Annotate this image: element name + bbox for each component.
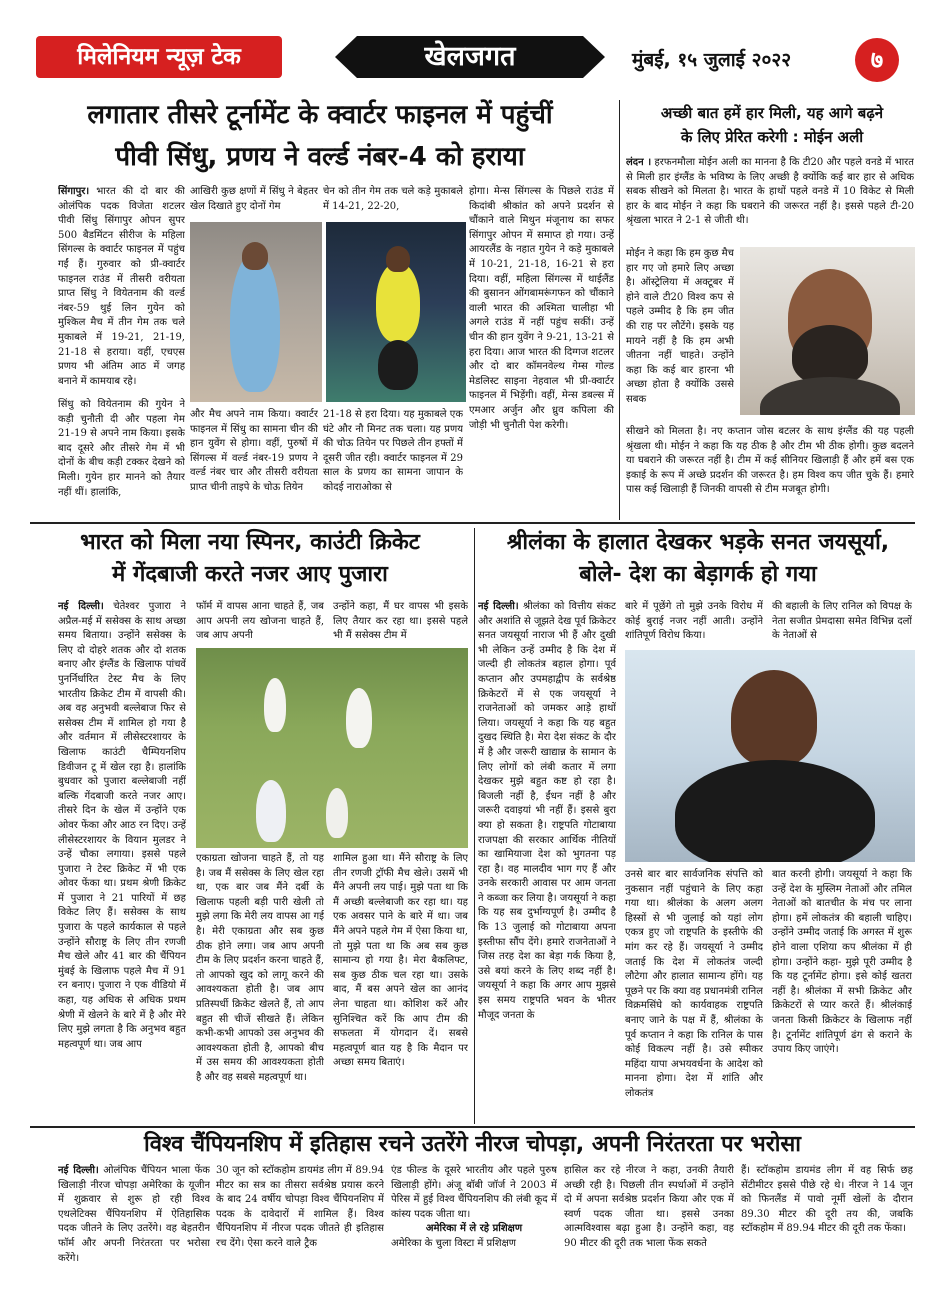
sindhu-col4: होगा। मेन्स सिंगल्स के पिछले राउंड में किदांबी श्रीकांत को अपने प्रदर्शन से चौंकाने वाले मिथुन मंजूनाथ का सफर सिंगापुर ओपन में समाप्त हो गया। उन्हें आयरलैंड के नहात गुयेन ने कड़े मुकाबले में 10-21, 21-18, 16-21 से हरा दिया। वहीं, महिला सिंगल्स में थाईलैंड की बुसानन ओंगबामरूंगफन को चौंकाने वाली भारत की अश्मिता चालीहा भी अगले राउंड में नहीं पहुंच सकीं। उन्हें चीन की हान युवेंग ने 9-21, 13-21 से हरा दिया। आज भारत की दिग्गज शटलर और दो बार कॉमनवेल्थ गेम्स गोल्ड मेडलिस्ट साइना नेहवाल भी प्री-क्वार्टर फाइनल में भिड़ेंगी। वहीं, मेन्स डबल्स में एमआर अर्जुन और ध्रुव कपिला की जोड़ी भी चुनौती पेश करेगी। xyxy=(469,186,614,431)
jayasuriya-photo xyxy=(625,650,915,862)
pujara-headline-line1: भारत को मिला नया स्पिनर, काउंटी क्रिकेट xyxy=(80,530,420,555)
moeen-headline-line2: के लिए प्रेरित करेगी : मोईन अली xyxy=(680,128,864,146)
section-banner xyxy=(357,36,583,78)
sindhu-photo xyxy=(190,222,322,402)
pujara-col3b: शामिल हुआ था। मैंने सौराष्ट्र के लिए तीन रणजी ट्रॉफी मैच खेले। उसमें भी मैंने अपनी लय पाई। मुझे पता था कि मैं अच्छी बल्लेबाजी कर रहा था। यह एक अवसर पाने के बारे में था। जब मैंने अपने पहले गेम में ऐसा किया था, तो मुझे पता था कि अब सब कुछ सामान्य हो गया है। मेरा बैकलिफ्ट, सब कुछ ठीक चल रहा था। उसके बाद, मैं बस अपने खेल का आनंद लेना चाहता था। कोशिश करें और सुनिश्चित करें कि आप टीम की सफलता में योगदान दें। सबसे महत्वपूर्ण बात यह है कि मैदान पर अच्छा समय बिताएं। xyxy=(333,853,468,1069)
pujara-col1 xyxy=(58,600,186,1120)
person-shirt xyxy=(675,760,875,862)
jayasuriya-headline-line2: बोले- देश का बेड़ागर्क हो गया xyxy=(579,562,817,587)
pujara-photo xyxy=(196,648,468,848)
jayasuriya-headline-line1: श्रीलंका के हालात देखकर भड़के सनत जयसूर्या, xyxy=(506,530,890,555)
player-shirt xyxy=(760,377,900,415)
jayasuriya-col2a: बारे में पूछेंगे तो मुझे उनके विरोध में कोई बुराई नजर नहीं आती। उन्होंने शांतिपूर्ण विरोध किया। xyxy=(625,601,763,642)
moeen-lead xyxy=(626,156,914,244)
pujara-col1-text: चेतेश्वर पुजारा ने अप्रैल-मई में ससेक्स के साथ अच्छा समय बिताया। उन्होंने ससेक्स के लिए दो दोहरे शतक और दो शतक बनाए और इंग्लैंड के खिलाफ पांचवें पुनर्निर्धारित टेस्ट मैच के लिए भारतीय क्रिकेट टीम में वापसी की। अब वह अनुभवी बल्लेबाज फिर से ससेक्स टीम में शामिल हो गया है और वर्तमान में लीसेस्टरशायर के खिलाफ काउंटी चैम्पियनशिप डिवीजन टू में खेल रहा है। हालांकि बुधवार को पुजारा बल्लेबाजी नहीं बल्कि गेंदबाजी करते नजर आए। तीसरे दिन के खेल में उन्होंने एक ओवर फेंका और आठ रन दिए। उन्हें लीसेस्टरशायर के वियान मुलडर ने उन्हें चौका लगाया। इससे पहले पुजारा ने टेस्ट क्रिकेट में भी एक ओवर फेंका था। प्रथम श्रेणी क्रिकेट में पुजारा ने 21 पारियों में छह विकेट लिए हैं। ससेक्स के साथ पुजारा के पहले कार्यकाल से पहले उन्होंने सौराष्ट्र के लिए तीन रणजी मैच खेले और 41 बार की चैंपियन मुंबई के खिलाफ पहले मैच में 91 रन बनाए। पुजारा ने एक वीडियो में कहा, यह अधिक से अधिक प्रथम श्रेणी में खेलने के बारे में है और मेरे लिए मुझे लगता है कि अनुभव बहुत महत्वपूर्ण था। जब आप xyxy=(58,601,186,1050)
jayasuriya-col2b: उनसे बार बार सार्वजनिक संपत्ति को नुकसान नहीं पहुंचाने के लिए कहा गया था। श्रीलंका के अलग अलग हिस्सों से भी जुलाई को यहां लोग एकत्र हुए जो राष्ट्रपति के इस्तीफे की मांग कर रहे हैं। जयसूर्या ने उम्मीद जताई कि देश में लोकतंत्र जल्दी लौटेगा और हालात सामान्य होंगे। यह पूछने पर कि क्या वह प्रधानमंत्री रानिल विक्रमसिंघे को कार्यवाहक राष्ट्रपति बनाए जाने के पक्ष में हैं, श्रीलंका के पूर्व कप्तान ने कहा कि रानिल के पास कोई विकल्प नहीं है। उसे स्पीकर महिंदा यापा अभयवर्धना के आदेश को मानना होगा। देश में शांति और लोकतंत्र xyxy=(625,869,763,1099)
jayasuriya-col3b: बात करनी होगी। जयसूर्या ने कहा कि उन्हें देश के मुस्लिम नेताओं और तमिल नेताओं को बातचीत के मंच पर लाना होगा। हमें लोकतंत्र की बहाली चाहिए। उन्होंने उम्मीद जताई कि अगस्त में शुरू होने वाला एशिया कप श्रीलंका में ही होगा। उन्होंने कहा- मुझे पूरी उम्मीद है कि यह टूर्नामेंट होगा। इसे कोई खतरा नहीं है। श्रीलंका में सभी क्रिकेट और क्रिकेटरों से प्यार करते हैं। श्रीलंकाई जनता किसी क्रिकेटर के खिलाफ नहीं है। टूर्नामेंट शांतिपूर्ण ढंग से कराने के उपाय किए जाएंगे। xyxy=(772,869,912,1056)
neeraj-col5: हैं। स्टॉकहोम डायमंड लीग में वह सिर्फ छह सेंटीमीटर इससे पीछे रहे थे। नीरज ने 14 जून को फिनलैंड में पावो नूर्मी खेलों के दौरान 89.30 मीटर की दूरी तय की, जबकि स्टॉकहोम में 89.94 मीटर की दूरी तक फेंका। xyxy=(741,1165,913,1235)
jayasuriya-col1 xyxy=(478,600,616,1120)
column-rule xyxy=(474,528,475,1124)
sindhu-col2b: और मैच अपने नाम किया। क्वार्टर फाइनल में सिंधु का सामना चीन की हान युवेंग से होगा। वहीं, पुरुषों में सिंगल्स में वर्ल्ड नंबर-19 प्रणय ने वर्ल्ड नंबर चार और तीसरी वरीयता प्राप्त चीनी ताइपे के चोऊ तियेन xyxy=(190,409,318,493)
moeen-dateline: लंदन । xyxy=(626,157,652,168)
column-rule xyxy=(619,100,620,520)
neeraj-col1-text: ओलंपिक चैंपियन भाला फेंक खिलाड़ी नीरज चोपड़ा अमेरिका के यूजीन में शुक्रवार से शुरू हो रही विश्व एथलेटिक्स चैंपियनशिप में ऐतिहासिक पदक जीतने के लिए उतरेंगे। वह बेहतरीन फॉर्म और अपनी निरंतरता पर भरोसा करेंगे। xyxy=(58,1165,210,1264)
jayasuriya-col3a: की बहाली के लिए रानिल को विपक्ष के नेता सजीत प्रेमदासा समेत विभिन्न दलों के नेताओं से xyxy=(772,601,912,642)
bowler-figure xyxy=(256,780,286,842)
sindhu-headline-line1: लगातार तीसरे टूर्नामेंट के क्वार्टर फाइनल में पहुंचीं xyxy=(87,100,553,130)
sindhu-col1-text: भारत की दो बार की ओलंपिक पदक विजेता शटलर पीवी सिंधु सिंगापुर ओपन सुपर 500 बैडमिंटन सीरीज के महिला सिंगल्स के क्वार्टर फाइनल में पहुंच गईं हैं। गुरुवार को प्री-क्वार्टर फाइनल राउंड में तीसरी वरीयता प्राप्त सिंधु ने वियेतनाम की वर्ल्ड नंबर-59 थुई लिन गुयेन को मुश्किल मैच में तीन गेम तक चले मुकाबले में 19-21, 21-19, 21-18 से हराया। वहीं, एचएस प्रणय भी अंतिम आठ में जगह बनाने में कामयाब रहे। xyxy=(58,186,185,387)
neeraj-col2: 30 जून को स्टॉकहोम डायमंड लीग में 89.94 मीटर का सत्र का तीसरा सर्वश्रेष्ठ प्रयास करने के बाद 24 वर्षीय चोपड़ा विश्व चैंपियनशिप में पदक के दावेदारों में शामिल हैं। विश्व चैंपियनशिप में नीरज पदक जीतते ही इतिहास रच देंगे। ऐसा करने वाले ट्रैक xyxy=(216,1165,384,1249)
neeraj-col3-text: एंड फील्ड के दूसरे भारतीय और पहले पुरुष खिलाड़ी होंगे। अंजू बॉबी जॉर्ज ने 2003 में पेरिस में हुई विश्व चैंपियनशिप की लंबी कूद में कांस्य पदक जीता था। xyxy=(391,1165,557,1220)
neeraj-dateline: नई दिल्ली। xyxy=(58,1165,99,1176)
neeraj-col1 xyxy=(58,1164,210,1268)
brand-logo xyxy=(36,36,282,78)
moeen-tail: सीखने को मिलता है। नए कप्तान जोस बटलर के साथ इंग्लैंड की यह पहली श्रृंखला थी। मोईन ने कहा कि यह ठीक है और टीम भी ठीक होगी। कुछ बदलने या घबराने की जरूरत नहीं है। टीम में कई सीनियर खिलाड़ी हैं और हमें बस एक इकाई के रूप में अच्छे प्रदर्शन की जरूरत है। हम विश्व कप जीत चुके हैं। हमारे पास कई खिलाड़ी हैं जिनकी वापसी से टीम मजबूत होगी। xyxy=(626,426,914,496)
pujara-dateline: नई दिल्ली। xyxy=(58,601,104,612)
moeen-photo xyxy=(740,247,915,415)
pujara-headline-line2: में गेंदबाजी करते नजर आए पुजारा xyxy=(112,562,388,587)
pujara-col3a: उन्होंने कहा, मैं घर वापस भी इसके लिए तैयार कर रहा था। इससे पहले भी मैं ससेक्स टीम में xyxy=(333,601,468,642)
sindhu-headline-line2: पीवी सिंधु, प्रणय ने वर्ल्ड नंबर-4 को हराया xyxy=(115,142,525,172)
sindhu-dateline: सिंगापुर। xyxy=(58,186,90,197)
masthead xyxy=(0,0,945,90)
sindhu-col2a: आखिरी कुछ क्षणों में सिंधु ने बेहतर खेल दिखाते हुए दोनों गेम xyxy=(190,186,318,212)
moeen-lead-text: हरफनमौला मोईन अली का मानना है कि टी20 और पहले वनडे में भारत से मिली हार इंग्लैंड के भविष्य के लिए अच्छी है क्योंकि कई बार हार से अधिक सबक सीखने को मिलता है। भारत के हाथों पहले वनडे में 10 विकेट से मिली हार के बाद मोईन ने कहा कि घबराने की जरूरत नहीं है। इससे पहले टी-20 श्रृंखला भारत ने 2-1 से जीती थी। xyxy=(626,157,914,227)
page-number: ७ xyxy=(855,38,899,82)
player-figure xyxy=(230,252,280,392)
umpire-figure xyxy=(326,788,348,838)
player-head xyxy=(242,242,268,270)
player-legs xyxy=(378,340,418,390)
player-head xyxy=(386,246,410,272)
jayasuriya-dateline: नई दिल्ली। xyxy=(478,601,519,612)
prannoy-photo xyxy=(326,222,466,402)
player-beard xyxy=(792,325,868,385)
moeen-headline-line1: अच्छी बात हमें हार मिली, यह आगे बढ़ने xyxy=(660,104,884,122)
sindhu-col1 xyxy=(58,185,185,390)
pujara-col2a: फॉर्म में वापस आना चाहते हैं, जब आप अपनी लय खोजना चाहते हैं, जब आप अपनी xyxy=(196,601,324,642)
pujara-col2b: एकाग्रता खोजना चाहते हैं, तो यह है। जब मैं ससेक्स के लिए खेल रहा था, एक बार जब मैंने दर्बी के खिलाफ पहली बड़ी पारी खेली तो मुझे लगा कि मेरी लय वापस आ गई है। मेरी एकाग्रता और सब कुछ ठीक होने लगा। जब आप अपनी टीम के लिए प्रदर्शन करना चाहते हैं, तो आपको खुद को लागू करने की आवश्यकता होती है। जब आप प्रतिस्पर्धी क्रिकेट खेलते हैं, तो आप बहुत सी चीजें सीखते हैं। लेकिन कभी-कभी आपको उस अनुभव की आवश्यकता होती है, आपको बीच में उस समय की आवश्यकता होती है और वह सबसे महत्वपूर्ण था। xyxy=(196,853,324,1083)
section-title: खेलजगत xyxy=(424,41,516,72)
sindhu-col1b: सिंधु को वियेतनाम की गुयेन ने कड़ी चुनौती दी और पहला गेम 21-19 से अपने नाम किया। इसके बाद दूसरे और तीसरे गेम में भी दोनों के बीच कड़ी टक्कर देखने को मिली। गुयेन हार मानने को तैयार नहीं थीं। हालांकि, xyxy=(58,399,185,498)
player-figure xyxy=(376,262,420,342)
batsman-figure xyxy=(346,688,372,748)
sindhu-col3b: 21-18 से हरा दिया। यह मुकाबले एक घंटे और नौ मिनट तक चला। यह प्रणय की चोऊ तियेन पर पिछले तीन हफ्तों में दूसरी जीत रही। क्वार्टर फाइनल में 29 साल के प्रणय का सामना जापान के कोदई नाराओका से xyxy=(323,409,463,493)
neeraj-subhead: अमेरिका में ले रहे प्रशिक्षण xyxy=(425,1223,523,1235)
sindhu-col3a: चेन को तीन गेम तक चले कड़े मुकाबले में 14-21, 22-20, xyxy=(323,186,463,212)
neeraj-col3 xyxy=(391,1164,557,1268)
jayasuriya-col1-text: श्रीलंका को वित्तीय संकट और अशांति से जूझते देख पूर्व क्रिकेटर सनत जयसूर्या नाराज भी हैं और दुखी भी लेकिन उन्हें उम्मीद है कि देश में जल्दी ही लोकतंत्र बहाल होगा। पूर्व कप्तान और उपमहाद्वीप के सर्वश्रेष्ठ क्रिकेटरों में से एक जयसूर्या ने राजनेताओं को जमकर आड़े हाथों लिया। जयसूर्या ने कहा कि यह बहुत दुखद स्थिति है। मेरा देश संकट के दौर में है और जरूरी खाद्यान्न के सामान के लिए लोगों को लंबी कतार में लगा देखकर मुझे बहुत कष्ट हो रहा है। बिजली नहीं है, ईंधन नहीं है और जरूरी दवाइयां भी नहीं हैं। इससे बुरा क्या हो सकता है। राष्ट्रपति गोटाबाया राजपक्षा की सरकार आर्थिक नीतियों का खामियाजा देश को भुगतना पड़ रहा है। वह मालदीव भाग गए हैं और उनके सरकारी आवास पर आम जनता ने कब्जा कर लिया है। जयसूर्या ने कहा कि यह सब दुर्भाग्यपूर्ण है। उम्मीद है कि 13 जुलाई को गोटाबाया अपना इस्तीफा सौंप देंगे। हमारे राजनेताओं ने जिस तरह देश का बेड़ा गर्क किया है, उसे बयां करने के लिए शब्द नहीं है। जयसूर्या ने कहा कि अगर आप मुझसे इस समय राष्ट्रपति भवन के भीतर मौजूद जनता के xyxy=(478,601,616,1021)
section-rule xyxy=(30,1126,915,1128)
brand-name: मिलेनियम न्यूज़ टेक xyxy=(77,44,241,70)
issue-date: मुंबई, १५ जुलाई २०२२ xyxy=(632,49,792,71)
section-rule xyxy=(30,522,915,524)
person-head xyxy=(731,670,817,766)
moeen-side: मोईन ने कहा कि हम कुछ मैच हार गए जो हमारे लिए अच्छा है। ऑस्ट्रेलिया में अक्टूबर में होने वाले टी20 विश्व कप से पहले उम्मीद है कि हम जीत की राह पर लौटेंगे। इसके यह मायने नहीं है कि हम अभी जीतना नहीं चाहते। उन्होंने कहा कि कई बार हारना भी अच्छा होता है क्योंकि उससे सबक xyxy=(626,248,734,405)
neeraj-col4: हासिल कर रहे नीरज ने कहा, उनकी तैयारी अच्छी रही है। पिछली तीन स्पर्धाओं में उन्होंने दो में अपना सर्वश्रेष्ठ प्रदर्शन किया और एक में स्वर्ण पदक जीता था। इससे उनका आत्मविश्वास बढ़ा हुआ है। उन्होंने कहा, वह 90 मीटर की दूरी तक भाला फेंक सकते xyxy=(564,1165,734,1249)
neeraj-headline: विश्व चैंपियनशिप में इतिहास रचने उतरेंगे नीरज चोपड़ा, अपनी निरंतरता पर भरोसा xyxy=(144,1132,801,1157)
fielder-figure xyxy=(264,678,286,732)
neeraj-col3-tail: अमेरिका के चुला विस्टा में प्रशिक्षण xyxy=(391,1237,516,1249)
